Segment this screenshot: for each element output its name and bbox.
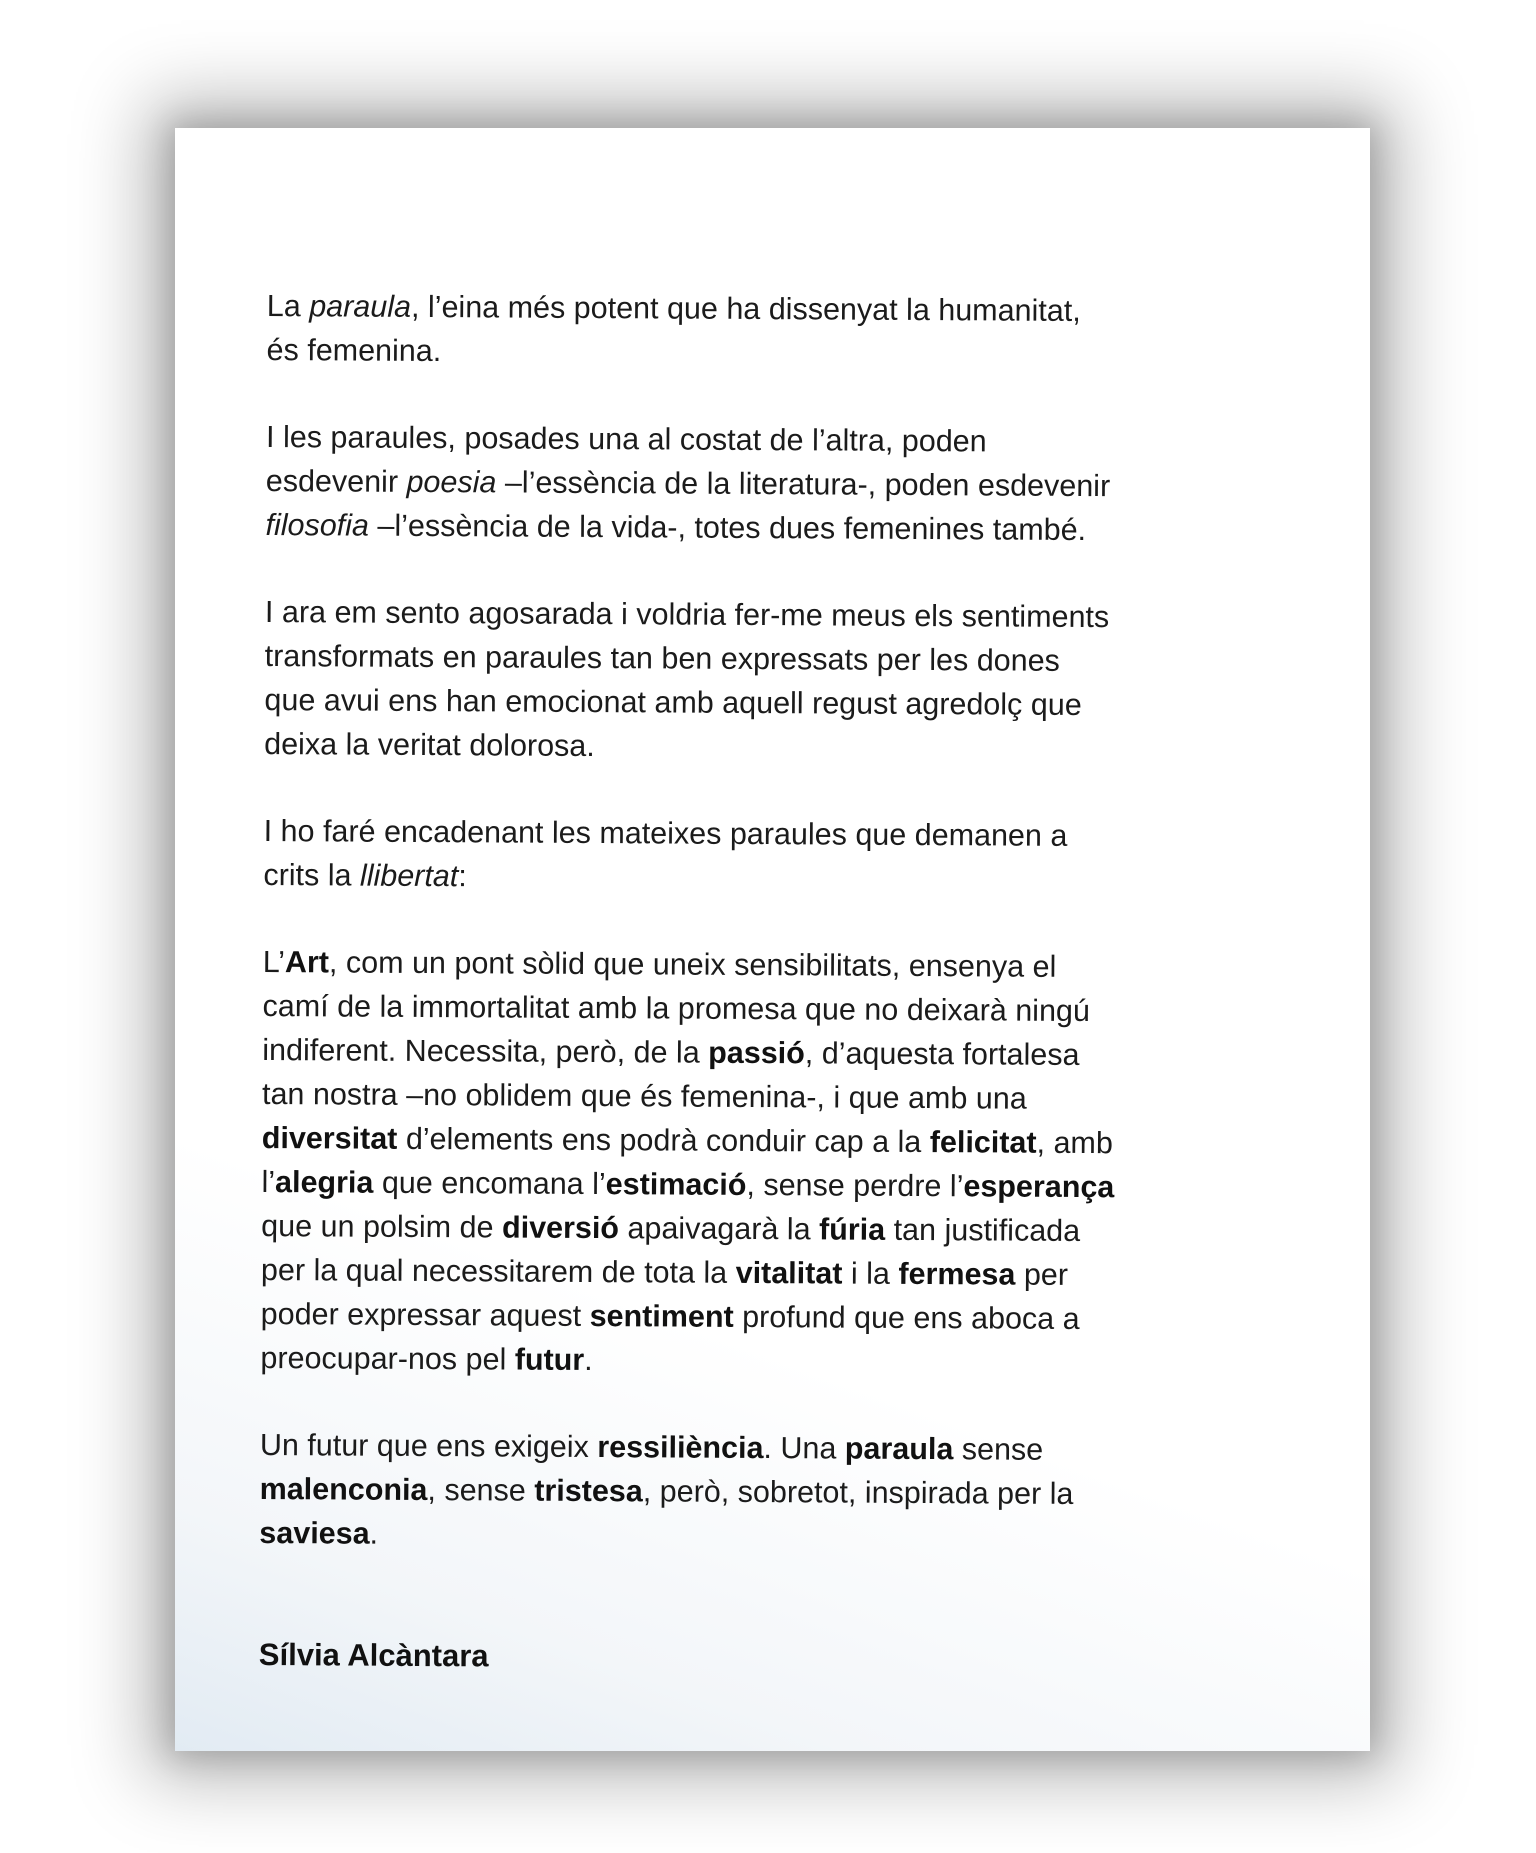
paragraph-4 [263,809,1304,903]
text-run: , amb [1036,1125,1113,1161]
bold-word: fermesa [898,1256,1016,1292]
text-run: poder expressar aquest [260,1296,590,1333]
text-line [262,1116,1302,1166]
italic-word: filosofia [265,507,370,543]
text-line [264,809,1304,859]
text-run: apaivagarà la [618,1211,820,1247]
text-run: és femenina. [266,332,442,369]
text-line [260,1336,1300,1386]
text-line [262,984,1302,1034]
text-run: profund que ens aboca a [733,1299,1080,1336]
text-line [266,415,1306,465]
text-run: que un polsim de [261,1208,503,1245]
text-line [261,1160,1301,1210]
text-run: tan nostra –no oblidem que és femenina-, i que amb una [261,1076,1027,1116]
text-run: i la [842,1256,899,1291]
bold-word: passió [708,1035,805,1071]
text-run: , l’eina més potent que ha dissenyat la humanitat, [410,289,1081,328]
text-run: . [369,1516,379,1551]
paragraph-5 [260,940,1303,1386]
bold-word: malenconia [259,1471,428,1508]
text-run: per la qual necessitarem de tota la [260,1252,736,1290]
text-run: I ho faré encadenant les mateixes paraules que demanen a [263,813,1068,853]
text-run: que encomana l’ [373,1165,606,1202]
text-run: que avui ens han emocionat amb aquell regust agredolç que [264,682,1082,722]
text-run: tan justificada [885,1212,1081,1248]
text-line [267,284,1307,334]
text-run: l’ [261,1164,276,1200]
bold-word: sentiment [589,1298,734,1334]
author-signature: Sílvia Alcàntara [258,1636,489,1674]
text-line [266,459,1306,509]
text-run: , però, sobretot, inspirada per la [642,1474,1074,1511]
bold-word: alegria [274,1165,374,1200]
text-run: esdevenir [265,463,407,499]
text-line [265,634,1305,684]
bold-word: paraula [844,1431,954,1467]
paragraph-6 [259,1423,1300,1561]
text-run: . Una [763,1431,845,1466]
text-line [264,678,1304,728]
italic-word: llibertat [359,858,459,894]
document-body [259,284,1307,1604]
text-line [260,1423,1300,1473]
text-line [265,503,1305,553]
text-run: preocupar-nos pel [260,1340,515,1377]
bold-word: diversitat [261,1120,398,1156]
text-run: indiferent. Necessita, però, de la [262,1032,709,1070]
bold-word: estimació [605,1167,747,1202]
text-run: : [458,859,467,894]
text-line [263,853,1303,903]
text-line [259,1511,1299,1561]
bold-word: diversió [501,1210,620,1246]
bold-word: fúria [818,1212,886,1247]
text-run: , com un pont sòlid que uneix sensibilitats, ensenya el [328,945,1057,984]
text-run: –l’essència de la vida-, totes dues femenines també. [368,508,1087,548]
text-run: L’ [262,944,286,980]
text-line [261,1204,1301,1254]
text-run: transformats en paraules tan ben expressats per les dones [264,638,1060,678]
bold-word: futur [514,1342,585,1377]
text-line [265,590,1305,640]
text-line [261,1248,1301,1298]
text-line [264,722,1304,772]
text-run: . [584,1342,593,1378]
bold-word: ressiliència [597,1430,764,1466]
bold-word: Art [284,945,330,980]
text-run: I les paraules, posades una al costat de l’altra, poden [265,419,987,459]
bold-word: tristesa [534,1473,643,1509]
text-run: deixa la veritat dolorosa. [264,726,595,764]
italic-word: paraula [309,289,412,324]
text-run: per [1015,1257,1069,1292]
italic-word: poesia [406,464,497,500]
text-run: I ara em sento agosarada i voldria fer-me meus els sentiments [264,594,1110,635]
bold-word: felicitat [929,1125,1037,1160]
text-line [260,1467,1300,1517]
paragraph-2 [265,415,1306,553]
text-line [263,940,1303,990]
text-run: d’elements ens podrà conduir cap a la [397,1121,930,1160]
text-run: Un futur que ens exigeix [259,1427,598,1465]
paragraph-3 [264,590,1305,772]
text-line [266,328,1306,378]
bold-word: vitalitat [735,1255,843,1291]
text-run: –l’essència de la literatura-, poden esdevenir [496,465,1111,504]
text-line [261,1292,1301,1342]
text-line [262,1028,1302,1078]
text-run: sense [953,1432,1044,1467]
text-run: crits la [263,857,361,893]
bold-word: esperança [963,1169,1115,1205]
paragraph-1 [266,284,1307,378]
text-line [262,1072,1302,1122]
text-run: , sense perdre l’ [746,1167,964,1204]
text-run: camí de la immortalitat amb la promesa que no deixarà ningú [262,988,1090,1029]
text-run: La [266,288,310,324]
text-run: , d’aquesta fortalesa [804,1036,1080,1072]
bold-word: saviesa [259,1515,370,1551]
text-run: , sense [427,1473,535,1508]
